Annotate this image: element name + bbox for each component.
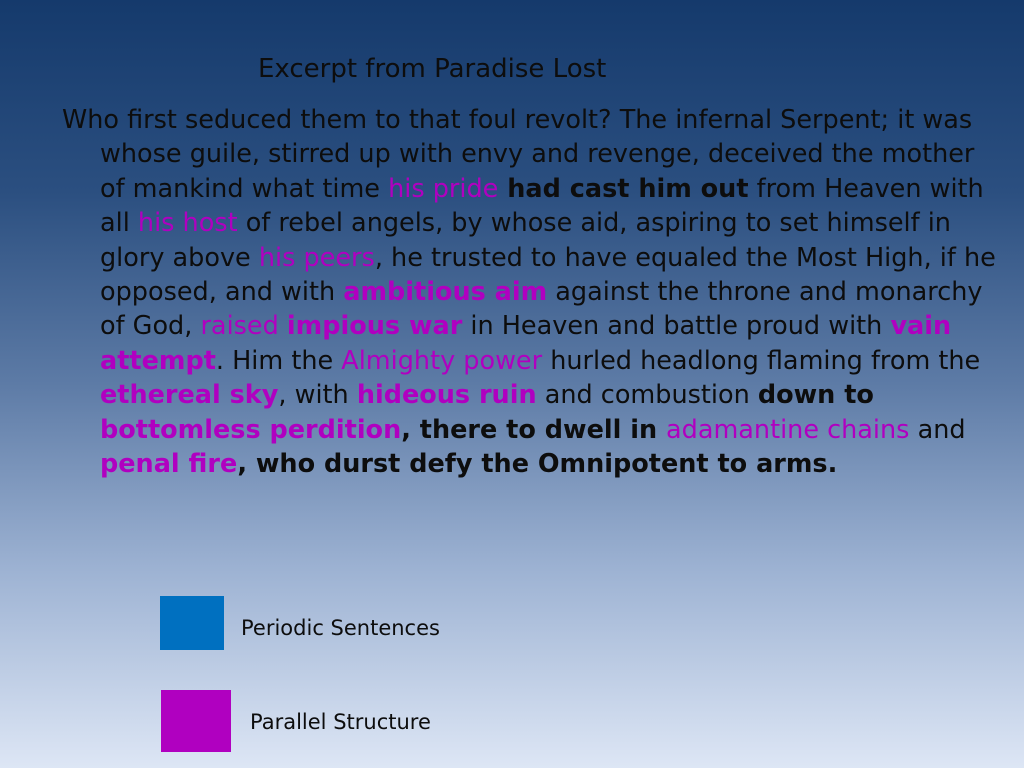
excerpt-text: down to	[757, 380, 874, 411]
parallel-phrase: hideous ruin	[356, 380, 537, 411]
excerpt-text: and	[909, 414, 966, 445]
excerpt-text: from Heaven with all	[100, 173, 984, 239]
parallel-structure-swatch	[161, 690, 231, 752]
excerpt-text: of rebel angels, by whose aid, aspiring to set himself in glory above	[100, 208, 951, 273]
excerpt-text: . Him the	[215, 345, 342, 376]
excerpt-text: had cast him out	[498, 173, 749, 204]
excerpt-text: , with	[278, 380, 357, 411]
parallel-phrase: vain attempt	[100, 311, 952, 376]
parallel-phrase: Almighty power	[341, 345, 543, 376]
parallel-phrase: ethereal sky	[100, 380, 279, 411]
parallel-phrase: penal fire	[100, 449, 238, 480]
parallel-phrase: bottomless perdition	[100, 414, 402, 445]
periodic-sentences-swatch	[160, 596, 224, 650]
parallel-phrase: his host	[137, 208, 238, 239]
parallel-structure-label: Parallel Structure	[250, 710, 431, 734]
excerpt-text: in Heaven and battle proud with	[462, 311, 891, 342]
excerpt-text: hurled headlong flaming from the	[542, 345, 981, 376]
parallel-phrase: ambitious aim	[343, 277, 548, 308]
excerpt-text: against the throne and monarchy of God,	[100, 277, 983, 342]
excerpt-text: Who first seduced them to that foul revolt? The infernal Serpent; it was whose guile, stirred up with envy and revenge, deceived the mother of mankind what time	[62, 105, 975, 204]
excerpt-paragraph	[62, 103, 1000, 481]
parallel-phrase: impious war	[286, 311, 463, 342]
parallel-phrase: his pride	[388, 173, 499, 204]
slide-title: Excerpt from Paradise Lost	[258, 54, 607, 84]
parallel-phrase: raised	[200, 311, 287, 342]
excerpt-text: , who durst defy the Omnipotent to arms.	[237, 449, 838, 480]
excerpt-text: and combustion	[536, 380, 758, 411]
periodic-sentences-label: Periodic Sentences	[241, 616, 440, 640]
excerpt-text: , he trusted to have equaled the Most High, if he opposed, and with	[100, 242, 996, 308]
excerpt-text: , there to dwell in	[401, 414, 667, 445]
parallel-phrase: his peers	[258, 242, 375, 273]
parallel-phrase: adamantine chains	[666, 414, 910, 445]
